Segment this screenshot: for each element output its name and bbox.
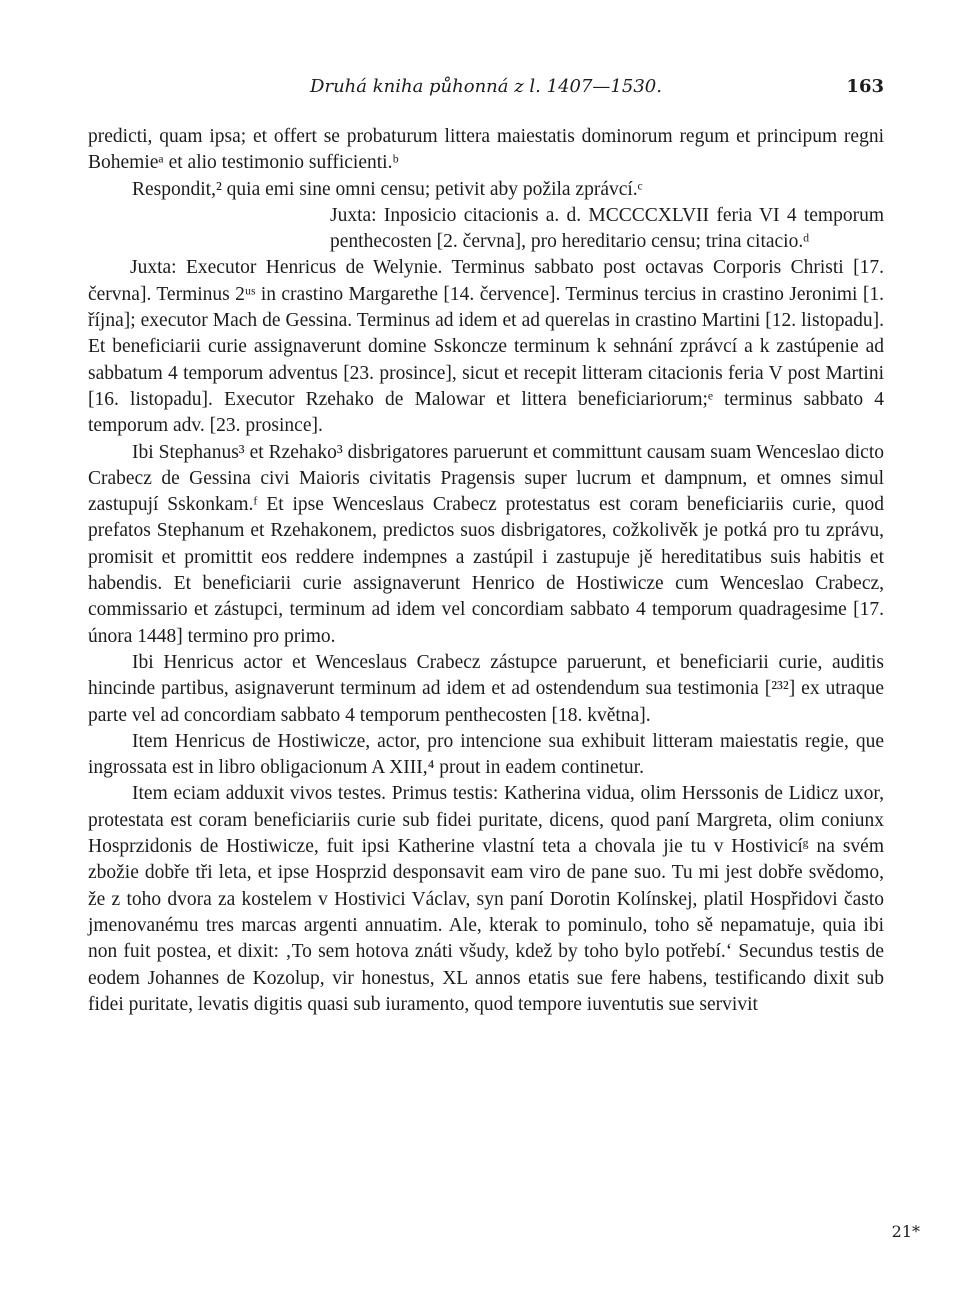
juxta-note: Juxta: Inposicio citacionis a. d. MCCCCXLVII feria VI 4 temporum penthecosten [2. června], pro hereditario censu; trina citacio.ᵈ (330, 204, 884, 253)
paragraph: predicti, quam ipsa; et offert se probaturum littera maiestatis dominorum regum et principum regni Bohemieᵃ et alio testimonio sufficienti.ᵇ (88, 126, 884, 174)
page-header (88, 70, 884, 100)
paragraph: Respondit,² quia emi sine omni censu; petivit aby požila zprávcí.ᶜ (132, 178, 643, 200)
paragraph: Item eciam adduxit vivos testes. Primus testis: Katherina vidua, olim Herssonis de Lidicz uxor, protestata est coram beneficiariis curie sub fidei puritate, dicens, quod paní Margreta, olim coniunx Hosprzidonis de Hostiwicze, fuit ipsi Katherine vlastní teta a chovala jie tu v Hostivicíᵍ na svém zbožie dobře tři leta, et ipse Hosprzid desponsavit eam viro de pane suo. Tu mi jest dobře svědomo, že z toho dvora za kostelem v Hostivici Václav, syn paní Dorotin Kolínskej, platil Hospřidovi často jmenovanému tres marcas argenti annuatim. Ale, kterak to pominulo, toho sě nepamatuje, quia ibi non fuit postea, et dixit: ‚To sem hotova znáti všudy, kdež by toho bylo potřebí.‘ Secundus testis de eodem Johannes de Kozolup, vir honestus, XL annos etatis sue fere habens, testificando dixit sub fidei puritate, levatis digitis quasi sub iuramento, quod tempore iuventutis sue servivit (88, 783, 884, 1015)
signature-mark: 21* (891, 1222, 920, 1241)
juxta-note: Juxta: Executor Henricus de Welynie. Terminus sabbato post octavas Corporis Christi [17. června]. Terminus 2ᵘˢ in crastino Margarethe [14. července]. Terminus tercius in crastino Jeronimi [1. října]; executor Mach de Gessina. Terminus ad idem et ad querelas in crastino Martini [12. listopadu]. Et beneficiarii curie assignaverunt domine Sskoncze terminum k sehnání zprávcí a k zastúpenie ad sabbatum 4 temporum adventus [23. prosince], sicut et recepit litteram citacionis feria V post Martini [16. listopadu]. Executor Rzehako de Malowar et littera beneficiariorum;ᵉ terminus sabbato 4 temporum adv. [23. prosince]. (88, 257, 884, 437)
running-title: Druhá kniha půhonná z l. 1407—1530. (310, 76, 662, 97)
page-number: 163 (846, 76, 884, 97)
body-text (88, 124, 884, 1018)
paragraph: Item Henricus de Hostiwicze, actor, pro intencione sua exhibuit litteram maiestatis regie, que ingrossata est in libro obligacionum A XIII,⁴ prout in eadem continetur. (88, 730, 884, 779)
paragraph: Ibi Stephanus³ et Rzehako³ disbrigatores paruerunt et committunt causam suam Wenceslao dicto Crabecz de Gessina civi Maioris civitatis Pragensis super lucrum et dampnum, et omnes simul zastupují Sskonkam.ᶠ Et ipse Wenceslaus Crabecz protestatus est coram beneficiariis curie, quod prefatos Stephanum et Rzehakonem, predictos suos disbrigatores, cožkolivěk je potká pro tu zprávu, promisit et promittit eos reddere indempnes a zastúpil i zastupuje jě hereditatibus suis habitis et habendis. Et beneficiarii curie assignaverunt Henrico de Hostiwicze cum Wenceslao Crabecz, commissario et zástupci, terminum ad idem vel concordiam sabbato 4 temporum quadragesime [17. února 1448] termino pro primo. (88, 441, 884, 647)
document-page (88, 70, 884, 1018)
paragraph: Ibi Henricus actor et Wenceslaus Crabecz zástupce paruerunt, et beneficiarii curie, auditis hincinde partibus, asignaverunt terminum ad idem et ad ostendendum sua testimonia [²³²] ex utraque parte vel ad concordiam sabbato 4 temporum penthecosten [18. května]. (88, 651, 884, 726)
